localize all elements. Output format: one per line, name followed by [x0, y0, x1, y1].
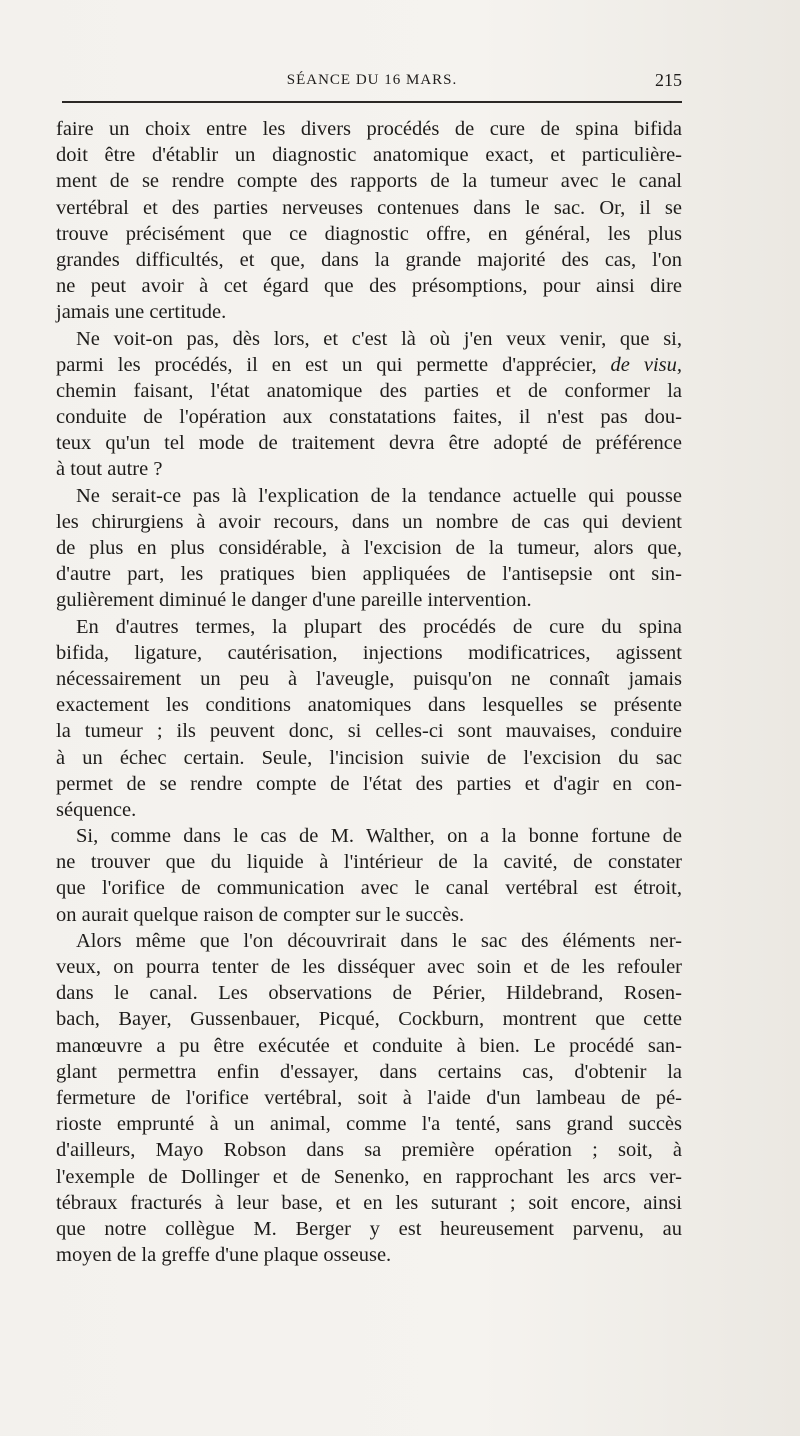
text-line: que notre collègue M. Berger y est heureusement parvenu, au	[56, 1217, 682, 1240]
italic-phrase: de visu,	[610, 353, 682, 376]
text-line: manœuvre a pu être exécutée et conduite à bien. Le procédé san-	[56, 1034, 682, 1057]
text-line: Ne serait-ce pas là l'explication de la tendance actuelle qui pousse	[76, 484, 682, 507]
page-number: 215	[655, 70, 682, 90]
text-line: à tout autre ?	[56, 458, 163, 481]
text-line: nécessairement un peu à l'aveugle, puisqu'on ne connaît jamais	[56, 667, 682, 690]
text-line: rioste emprunté à un animal, comme l'a tenté, sans grand succès	[56, 1113, 682, 1136]
text-line: de plus en plus considérable, à l'excision de la tumeur, alors que,	[56, 537, 682, 559]
text-line: ne trouver que du liquide à l'intérieur de la cavité, de constater	[56, 851, 682, 874]
paragraph-6	[56, 928, 682, 1268]
text-line: les chirurgiens à avoir recours, dans un nombre de cas qui devient	[56, 510, 682, 533]
text-line	[56, 352, 682, 378]
text-line: chemin faisant, l'état anatomique des parties et de conformer la	[56, 379, 682, 402]
text-line: veux, on pourra tenter de les disséquer avec soin et de les refouler	[56, 956, 682, 978]
paragraph-5	[56, 823, 682, 928]
text-line: permet de se rendre compte de l'état des parties et d'agir en con-	[56, 772, 682, 795]
text-line: doit être d'établir un diagnostic anatomique exact, et particulière-	[56, 144, 682, 167]
text-line: Alors même que l'on découvrirait dans le sac des éléments ner-	[76, 929, 682, 952]
header-rule	[62, 101, 682, 103]
text-line: faire un choix entre les divers procédés de cure de spina bifida	[56, 118, 682, 140]
text-line: Si, comme dans le cas de M. Walther, on a la bonne fortune de	[76, 825, 682, 848]
text-line: bach, Bayer, Gussenbauer, Picqué, Cockburn, montrent que cette	[56, 1008, 682, 1031]
text-line: grandes difficultés, et que, dans la grande majorité des cas, l'on	[56, 248, 682, 271]
paragraph-1	[56, 116, 682, 326]
text-line: En d'autres termes, la plupart des procédés de cure du spina	[76, 615, 682, 638]
running-title: SÉANCE DU 16 MARS.	[286, 72, 458, 88]
text-line: d'autre part, les pratiques bien appliquées de l'antisepsie ont sin-	[56, 563, 682, 586]
paragraph-3	[56, 483, 682, 614]
text-line: d'ailleurs, Mayo Robson dans sa première opération ; soit, à	[56, 1139, 682, 1162]
paragraph-4	[56, 614, 682, 824]
text-line: trouve précisément que ce diagnostic offre, en général, les plus	[56, 222, 682, 245]
text-line: conduite de l'opération aux constatations faites, il n'est pas dou-	[56, 406, 682, 429]
text-line: Ne voit-on pas, dès lors, et c'est là où j'en veux venir, que si,	[76, 327, 682, 350]
text-line: moyen de la greffe d'une plaque osseuse.	[56, 1244, 392, 1267]
paragraph-2	[56, 326, 682, 483]
text-line: jamais une certitude.	[56, 301, 227, 324]
text-line: tébraux fracturés à leur base, et en les suturant ; soit encore, ainsi	[56, 1191, 682, 1214]
text-line: que l'orifice de communication avec le canal vertébral est étroit,	[56, 877, 682, 900]
text-line: ne peut avoir à cet égard que des présomptions, pour ainsi dire	[56, 275, 682, 298]
text-line: ment de se rendre compte des rapports de la tumeur avec le canal	[56, 170, 682, 193]
text-line: glant permettra enfin d'essayer, dans certains cas, d'obtenir la	[56, 1060, 682, 1083]
text-line: à un échec certain. Seule, l'incision suivie de l'excision du sac	[56, 746, 682, 769]
text-line: l'exemple de Dollinger et de Senenko, en rapprochant les arcs ver-	[56, 1165, 682, 1188]
text-line: fermeture de l'orifice vertébral, soit à l'aide d'un lambeau de pé-	[56, 1086, 682, 1109]
text-line-start: parmi les procédés, il en est un qui permette d'apprécier,	[56, 353, 611, 376]
body-text	[56, 116, 682, 1268]
text-line: on aurait quelque raison de compter sur le succès.	[56, 903, 465, 926]
text-line: bifida, ligature, cautérisation, injections modificatrices, agissent	[56, 641, 682, 664]
text-line: exactement les conditions anatomiques dans lesquelles se présente	[56, 694, 682, 717]
text-line: séquence.	[56, 798, 137, 821]
text-line: vertébral et des parties nerveuses contenues dans le sac. Or, il se	[56, 196, 682, 219]
text-line: dans le canal. Les observations de Périer, Hildebrand, Rosen-	[56, 982, 682, 1005]
text-line: gulièrement diminué le danger d'une pareille intervention.	[56, 589, 532, 612]
text-line: la tumeur ; ils peuvent donc, si celles-ci sont mauvaises, conduire	[56, 720, 682, 743]
text-line: teux qu'un tel mode de traitement devra être adopté de préférence	[56, 432, 682, 455]
running-head	[62, 68, 682, 98]
